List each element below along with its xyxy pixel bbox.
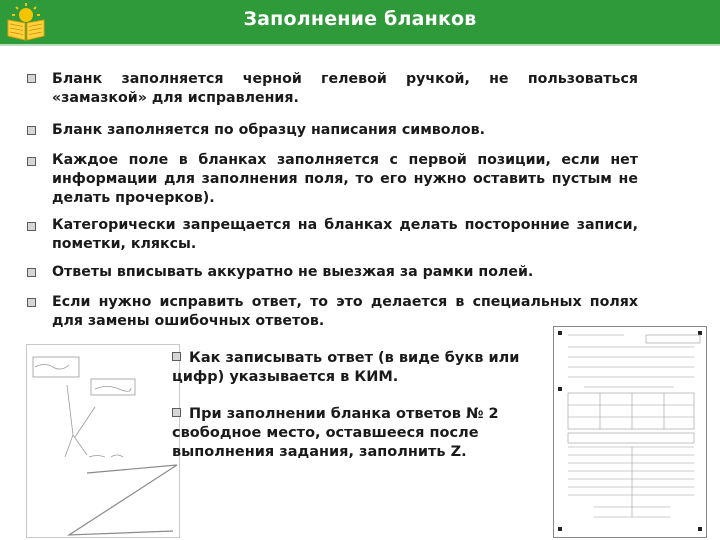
bullet-icon bbox=[27, 74, 36, 83]
rule-item: Бланк заполняется черной гелевой ручкой, не пользоваться «замазкой» для исправления. bbox=[52, 71, 638, 106]
note-answer-format bbox=[172, 349, 532, 387]
page-title: Заполнение бланков bbox=[243, 8, 477, 30]
bullet-icon bbox=[27, 126, 36, 135]
bullet-icon bbox=[172, 352, 181, 361]
bullet-icon bbox=[27, 268, 36, 277]
rule-item: Каждое поле в бланках заполняется с первой позиции, если нет информации для заполнения поля, то его нужно оставить пустым не делать прочерков). bbox=[52, 152, 638, 206]
bullet-icon bbox=[172, 408, 181, 417]
bullet-icon bbox=[27, 298, 36, 307]
bullet-icon bbox=[27, 157, 36, 166]
rule-item: Категорически запрещается на бланках делать посторонние записи, пометки, кляксы. bbox=[52, 217, 638, 252]
rule-item: Бланк заполняется по образцу написания символов. bbox=[52, 122, 486, 138]
bullet-icon bbox=[27, 222, 36, 231]
answer-form-sample-image bbox=[553, 326, 707, 538]
handwriting-sketch-image bbox=[26, 344, 180, 538]
note-fill-z bbox=[172, 405, 502, 462]
rule-item: Ответы вписывать аккуратно не выезжая за рамки полей. bbox=[52, 264, 534, 280]
note-text: При заполнении бланка ответов № 2 свободное место, оставшееся после выполнения задания, заполнить Z. bbox=[172, 406, 499, 460]
rule-item: Если нужно исправить ответ, то это делается в специальных полях для замены ошибочных ответов. bbox=[52, 294, 638, 329]
note-text: Как записывать ответ (в виде букв или цифр) указывается в КИМ. bbox=[172, 350, 520, 385]
